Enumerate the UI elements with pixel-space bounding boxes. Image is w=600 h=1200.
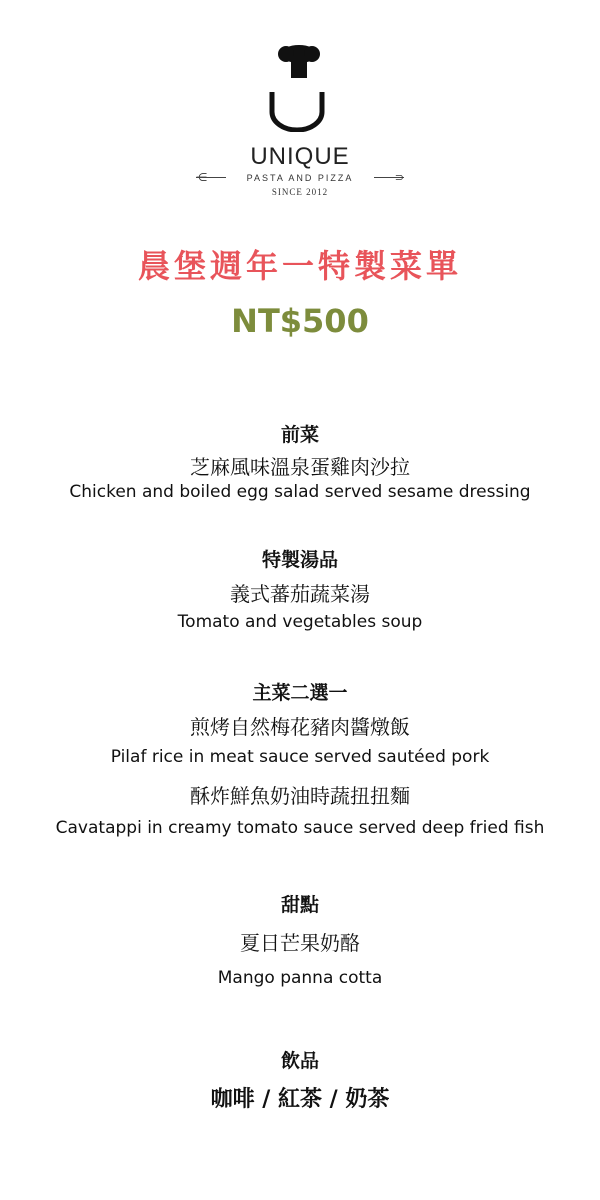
logo-u-icon [268,90,326,132]
fork-icon [196,172,207,184]
dish-name-cn: 煎烤自然梅花豬肉醬燉飯 [190,715,410,739]
section-heading-dessert: 甜點 [280,894,319,916]
section-heading-appetizer: 前菜 [280,424,319,446]
dish-name-en: Mango panna cotta [217,968,383,988]
dish-name-en: Cavatappi in creamy tomato sauce served deep fried fish [55,818,545,838]
dish-name-en: Tomato and vegetables soup [177,612,423,632]
dish-name-cn: 義式蕃茄蔬菜湯 [230,582,370,606]
dish-name-cn: 芝麻風味溫泉蛋雞肉沙拉 [190,455,410,479]
section-heading-drinks: 飲品 [280,1050,319,1072]
drinks-list: 咖啡 / 紅茶 / 奶茶 [210,1086,390,1112]
menu-price: NT$500 [231,302,369,340]
menu-title: 晨堡週年一特製菜單 [137,247,462,285]
dish-name-cn: 夏日芒果奶酪 [240,931,360,955]
section-heading-soup: 特製湯品 [261,549,338,571]
section-heading-main: 主菜二選一 [252,682,348,704]
dish-name-en: Chicken and boiled egg salad served sesame dressing [69,482,531,502]
dish-name-en: Pilaf rice in meat sauce served sautéed pork [110,747,490,767]
tagline: PASTA AND PIZZA [246,173,354,183]
spoon-icon: ⊃ [394,171,404,184]
dish-name-cn: 酥炸鮮魚奶油時蔬扭扭麵 [190,784,410,808]
divider [196,177,226,178]
tagline-row [196,172,404,184]
chef-hat-icon [276,42,322,78]
since-year: SINCE 2012 [271,187,329,197]
brand-name: UNIQUE [250,143,350,170]
